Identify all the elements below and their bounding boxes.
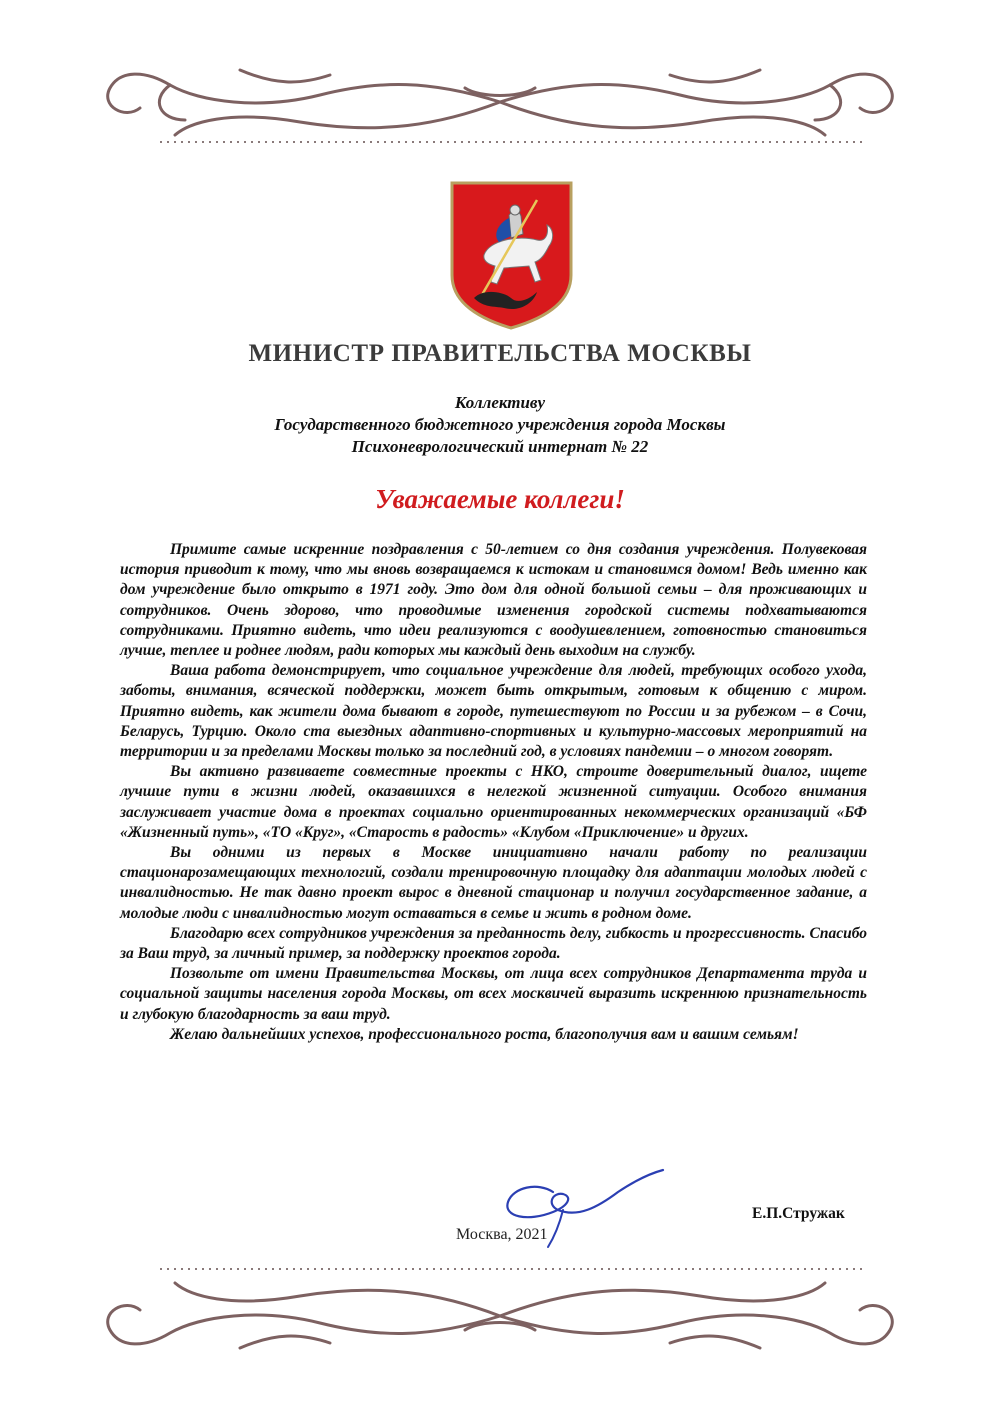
letter-body: [120, 540, 867, 1045]
addressee-line: Коллективу: [454, 393, 546, 412]
addressee-line: Психоневрологический интернат № 22: [351, 437, 649, 456]
paragraph: Позвольте от имени Правительства Москвы, от лица всех сотрудников Департамента труда и социальной защиты населения города Москвы, от всех москвичей выразить искреннюю признательность и глубокую благодарность за ваш труд.: [120, 965, 867, 1023]
top-dotted-rule: [160, 140, 865, 144]
page-title: МИНИСТР ПРАВИТЕЛЬСТВА МОСКВЫ: [248, 340, 752, 367]
top-ornament: [0, 40, 1000, 150]
place-and-date: Москва, 2021: [456, 1226, 548, 1243]
moscow-coat-of-arms-icon: [449, 180, 574, 330]
paragraph: Вы одними из первых в Москве инициативно начали работу по реализации стационарозамещающих технологий, создали тренировочную площадку для адаптации молодых людей с инвалидностью. Не так давно проект вырос в дневной стационар и получил государственное задание, а молодые люди с инвалидностью могут оставаться в семье и жить в родном доме.: [120, 844, 867, 922]
addressee-line: Государственного бюджетного учреждения города Москвы: [274, 415, 726, 434]
paragraph: Благодарю всех сотрудников учреждения за преданность делу, гибкость и прогрессивность. Спасибо за Ваш труд, за личный пример, за поддержку проектов города.: [120, 924, 867, 963]
paragraph: Вы активно развиваете совместные проекты с НКО, строите доверительный диалог, ищете лучшие пути в жизни людей, оказавшихся в нелегкой жизненной ситуации. Особого внимания заслуживает участие дома в проектах социально ориентированных некоммерческих организаций «БФ «Жизненный путь», «ТО «Круг», «Старость в радость» «Клубом «Приключение» и других.: [120, 763, 867, 841]
bottom-ornament: [0, 1268, 1000, 1378]
paragraph: Ваша работа демонстрирует, что социальное учреждение для людей, требующих особого ухода, заботы, внимания, всяческой поддержки, может быть открытым, готовым к общению с миром. Приятно видеть, как жители дома бывают в городе, путешествуют по России и за рубежом – в Сочи, Беларусь, Турцию. Около ста выездных адаптивно-спортивных и культурно-массовых мероприятий на территории и за пределами Москвы только за последний год, в условиях пандемии – о многом говорят.: [120, 662, 867, 761]
paragraph: Желаю дальнейших успехов, профессионального роста, благополучия вам и вашим семьям!: [170, 1025, 799, 1043]
paragraph: Примите самые искренние поздравления с 50-летием со дня создания учреждения. Полувековая история приводит к тому, что мы вновь возвращаемся к истокам и становимся домом! Ведь именно как дом учреждение было открыто в 1971 году. Это дом для одной большой семьи – для проживающих и сотрудников. Очень здорово, что проводимые изменения городской системы подхватываются сотрудниками. Приятно видеть, что идеи реализуются с воодушевлением, готовностью становиться лучше, теплее и роднее людям, ради которых мы каждый день выходим на службу.: [120, 541, 867, 660]
signer-name: Е.П.Стружак: [752, 1205, 845, 1222]
salutation: Уважаемые коллеги!: [375, 484, 625, 514]
